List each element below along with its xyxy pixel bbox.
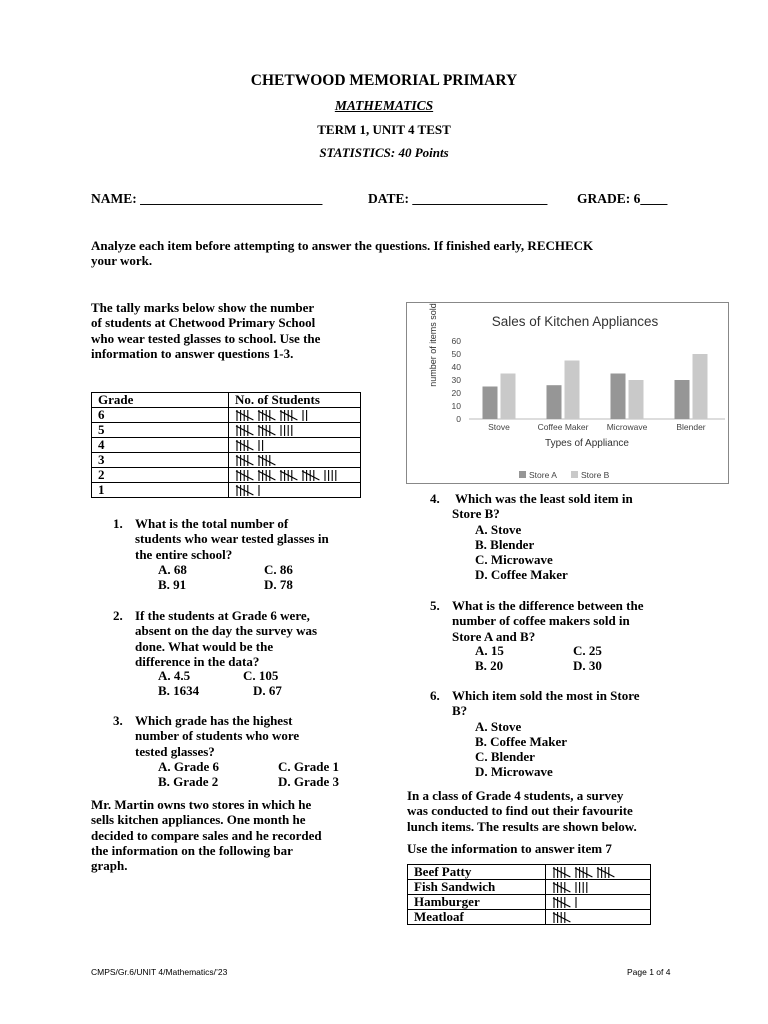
bar-store-a — [611, 374, 626, 420]
question-3 — [113, 713, 373, 759]
name-field: NAME: ___________________________ — [91, 191, 323, 206]
tally-intro-line: The tally marks below show the number — [91, 300, 315, 315]
chart-x-axis-label: Types of Appliance — [545, 438, 629, 449]
question-line: tested glasses? — [135, 743, 215, 759]
tally-intro-line: who wear tested glasses to school. Use the — [91, 330, 321, 346]
martin-line: graph. — [91, 858, 128, 874]
option-a: A. Grade 6 — [158, 759, 220, 774]
question-number: 4. — [430, 491, 440, 506]
question-line: Which grade has the highest — [135, 713, 293, 728]
option-a: A. Stove — [475, 522, 522, 537]
question-number: 2. — [113, 608, 123, 623]
option-b: B. 1634 — [158, 683, 200, 698]
table-row — [408, 910, 651, 925]
legend-swatch-store-a — [519, 471, 526, 478]
question-line: What is the difference between the — [452, 598, 644, 613]
y-tick-label: 10 — [451, 401, 461, 411]
option-d: D. Coffee Maker — [475, 567, 568, 582]
question-line: the entire school? — [135, 546, 233, 562]
bar-store-a — [675, 380, 690, 419]
lunch-instruction: Use the information to answer item 7 — [407, 841, 612, 856]
question-4 — [430, 491, 700, 522]
option-b: B. Coffee Maker — [475, 734, 568, 749]
option-b: B. 20 — [475, 658, 504, 673]
question-2 — [113, 608, 373, 669]
tally-cell — [229, 468, 361, 483]
table-row — [408, 895, 651, 910]
option-a: A. 4.5 — [158, 668, 191, 683]
option-d: D. 78 — [264, 577, 293, 592]
grade-cell: 5 — [92, 423, 229, 438]
column-header-grade: Grade — [92, 393, 229, 408]
tally-marks — [235, 454, 283, 467]
table-row — [92, 408, 361, 423]
question-line: Which item sold the most in Store — [452, 688, 640, 703]
lunch-intro — [407, 788, 727, 834]
y-tick-label: 20 — [451, 388, 461, 398]
topic-title: STATISTICS: 40 Points — [319, 145, 449, 160]
tally-cell — [229, 408, 361, 423]
martin-line: decided to compare sales and he recorded — [91, 827, 322, 843]
y-tick-label: 0 — [456, 414, 461, 424]
bar-store-a — [547, 385, 562, 419]
question-line: Store A and B? — [452, 628, 536, 644]
chart-title: Sales of Kitchen Appliances — [491, 314, 659, 329]
x-tick-label: Coffee Maker — [537, 422, 589, 432]
option-c: C. Blender — [475, 749, 535, 764]
question-number: 6. — [430, 688, 440, 703]
question-line: B? — [452, 703, 468, 719]
martin-line: Mr. Martin owns two stores in which he — [91, 797, 312, 812]
tally-marks — [235, 424, 297, 437]
sales-chart — [406, 302, 729, 484]
bar-store-b — [693, 354, 708, 419]
tally-marks — [235, 484, 265, 497]
table-row — [92, 423, 361, 438]
option-c: C. 25 — [573, 643, 602, 658]
question-5 — [430, 598, 700, 644]
tally-cell — [546, 880, 651, 895]
instructions-line: Analyze each item before attempting to answer the questions. If finished early, RECHECK — [91, 238, 594, 253]
option-d: D. Grade 3 — [278, 774, 340, 789]
question-line: If the students at Grade 6 were, — [135, 608, 310, 623]
question-number: 3. — [113, 713, 123, 728]
y-tick-label: 40 — [451, 362, 461, 372]
y-tick-label: 60 — [451, 336, 461, 346]
question-number: 1. — [113, 516, 123, 531]
bar-store-b — [629, 380, 644, 419]
table-row — [92, 468, 361, 483]
tally-marks — [552, 911, 578, 924]
tally-marks — [235, 409, 312, 422]
question-line: absent on the day the survey was — [135, 623, 318, 639]
tally-cell — [229, 453, 361, 468]
question-line: number of students who wore — [135, 728, 300, 744]
y-tick-label: 50 — [451, 349, 461, 359]
test-title: TERM 1, UNIT 4 TEST — [317, 122, 451, 137]
school-name: CHETWOOD MEMORIAL PRIMARY — [250, 72, 518, 89]
tally-marks — [552, 866, 622, 879]
question-1 — [113, 516, 373, 562]
lunch-table — [407, 864, 651, 925]
option-b: B. Grade 2 — [158, 774, 219, 789]
option-b: B. 91 — [158, 577, 187, 592]
option-d: D. 30 — [573, 658, 602, 673]
lunch-intro-line: lunch items. The results are shown below. — [407, 818, 637, 834]
subject-title: MATHEMATICS — [334, 98, 434, 113]
x-tick-label: Stove — [488, 422, 510, 432]
y-tick-label: 30 — [451, 375, 461, 385]
martin-line: sells kitchen appliances. One month he — [91, 812, 306, 828]
option-c: C. Microwave — [475, 552, 553, 567]
table-row — [92, 438, 361, 453]
lunch-item-cell: Beef Patty — [408, 865, 546, 880]
table-header-row — [92, 393, 361, 408]
question-line: number of coffee makers sold in — [452, 613, 630, 629]
tally-intro-line: of students at Chetwood Primary School — [91, 315, 316, 331]
grade-field: GRADE: 6____ — [577, 191, 668, 206]
tally-cell — [229, 423, 361, 438]
lunch-item-cell: Meatloaf — [408, 910, 546, 925]
bar-store-b — [565, 361, 580, 420]
question-number: 5. — [430, 598, 440, 613]
martin-line: the information on the following bar — [91, 842, 293, 858]
table-row — [92, 483, 361, 498]
tally-marks — [552, 896, 582, 909]
question-line: Which was the least sold item in — [455, 491, 633, 506]
tally-intro — [91, 300, 391, 361]
lunch-item-cell: Fish Sandwich — [408, 880, 546, 895]
option-c: C. 86 — [264, 562, 293, 577]
martin-intro — [91, 797, 391, 873]
question-line: What is the total number of — [135, 516, 289, 531]
table-row — [408, 865, 651, 880]
chart-y-axis-label: number of items sold — [428, 303, 438, 387]
grade-cell: 3 — [92, 453, 229, 468]
question-6 — [430, 688, 700, 719]
tally-cell — [546, 910, 651, 925]
tally-marks — [235, 469, 341, 482]
bar-store-a — [483, 387, 498, 420]
tally-cell — [229, 483, 361, 498]
option-d: D. 67 — [253, 683, 282, 698]
option-b: B. Blender — [475, 537, 535, 552]
legend-label-store-b: Store B — [581, 470, 610, 480]
legend-swatch-store-b — [571, 471, 578, 478]
legend-label-store-a: Store A — [529, 470, 557, 480]
instructions-line: your work. — [91, 253, 153, 269]
tally-cell — [229, 438, 361, 453]
tally-table — [91, 392, 361, 498]
lunch-intro-line: was conducted to find out their favourite — [407, 803, 633, 819]
page-number: Page 1 of 4 — [627, 967, 671, 977]
option-c: C. 105 — [243, 668, 279, 683]
bar-chart-svg — [407, 303, 728, 483]
tally-intro-line: information to answer questions 1-3. — [91, 345, 294, 361]
question-line: students who wear tested glasses in — [135, 531, 329, 547]
tally-cell — [546, 865, 651, 880]
grade-cell: 1 — [92, 483, 229, 498]
question-line: Store B? — [452, 506, 500, 522]
x-tick-label: Microwave — [606, 422, 648, 432]
date-field: DATE: ____________________ — [368, 191, 548, 206]
question-line: difference in the data? — [135, 653, 260, 669]
x-tick-label: Blender — [676, 422, 706, 432]
grade-cell: 4 — [92, 438, 229, 453]
grade-cell: 6 — [92, 408, 229, 423]
option-d: D. Microwave — [475, 764, 553, 779]
table-row — [408, 880, 651, 895]
question-line: done. What would be the — [135, 638, 274, 654]
tally-marks — [235, 439, 268, 452]
grade-cell: 2 — [92, 468, 229, 483]
lunch-intro-line: In a class of Grade 4 students, a survey — [407, 788, 624, 803]
footer-code: CMPS/Gr.6/UNIT 4/Mathematics/’23 — [91, 967, 228, 977]
tally-marks — [552, 881, 592, 894]
option-a: A. 68 — [158, 562, 187, 577]
option-a: A. 15 — [475, 643, 504, 658]
table-row — [92, 453, 361, 468]
tally-cell — [546, 895, 651, 910]
column-header-students: No. of Students — [229, 393, 361, 408]
chart-legend — [519, 470, 610, 480]
option-a: A. Stove — [475, 719, 522, 734]
bar-store-b — [501, 374, 516, 420]
instructions — [91, 238, 711, 269]
lunch-item-cell: Hamburger — [408, 895, 546, 910]
option-c: C. Grade 1 — [278, 759, 340, 774]
